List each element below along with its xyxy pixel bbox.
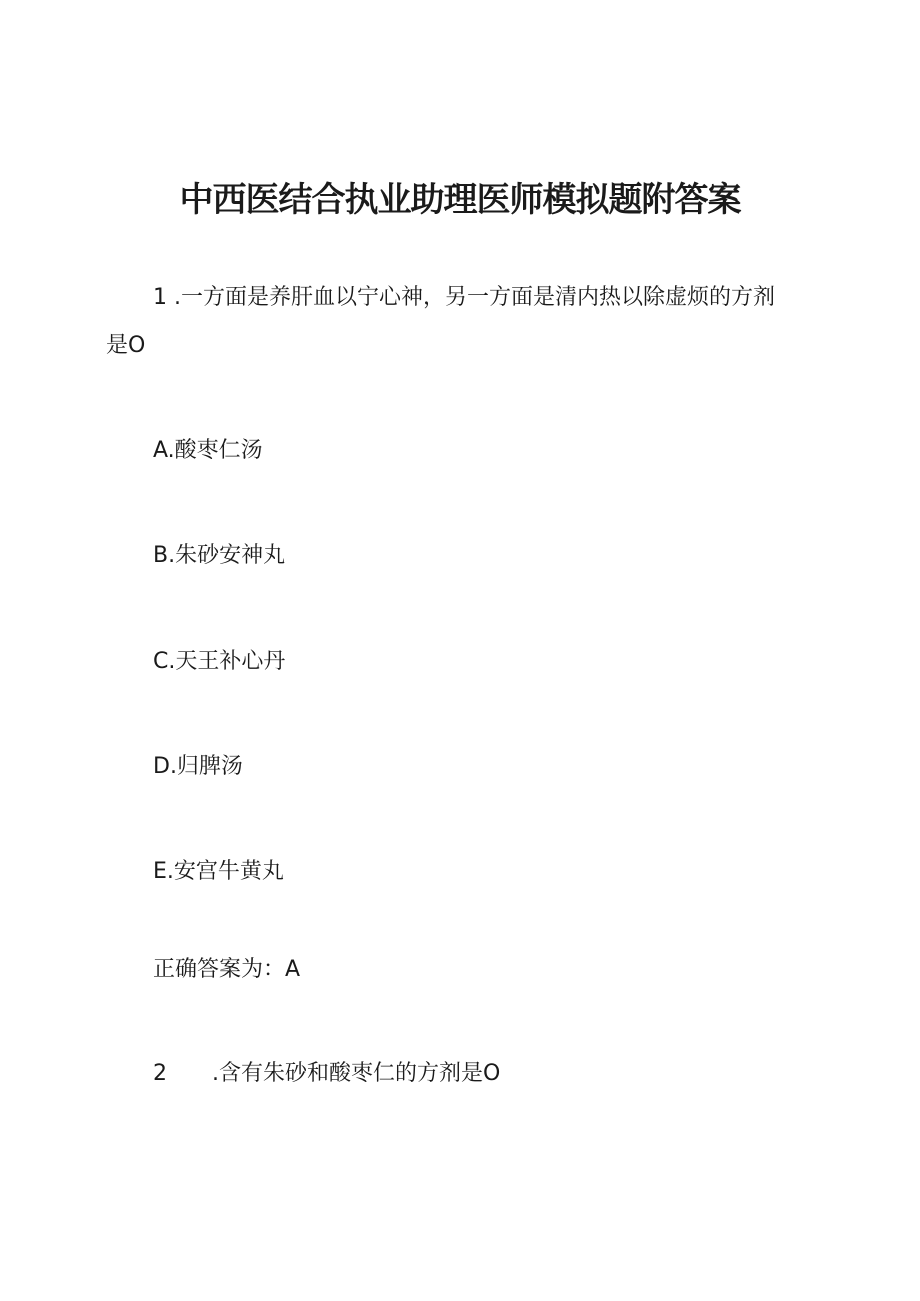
question-1-text-line-2: 是O <box>106 333 146 358</box>
question-1-option-b: B.朱砂安神丸 <box>153 543 286 568</box>
question-2-text: .含有朱砂和酸枣仁的方剂是O <box>212 1061 501 1086</box>
question-1-answer: 正确答案为：A <box>153 957 301 982</box>
question-1-option-c: C.天王补心丹 <box>153 649 286 674</box>
question-1-option-d: D.归脾汤 <box>153 754 243 779</box>
question-2-number: 2 <box>153 1061 167 1086</box>
question-1-option-a: A.酸枣仁汤 <box>153 438 263 463</box>
question-1-text-line-1: 1 .一方面是养肝血以宁心神，另一方面是清内热以除虚烦的方剂 <box>153 285 775 310</box>
question-1-option-e: E.安宫牛黄丸 <box>153 859 284 884</box>
document-title: 中西医结合执业助理医师模拟题附答案 <box>179 180 741 220</box>
